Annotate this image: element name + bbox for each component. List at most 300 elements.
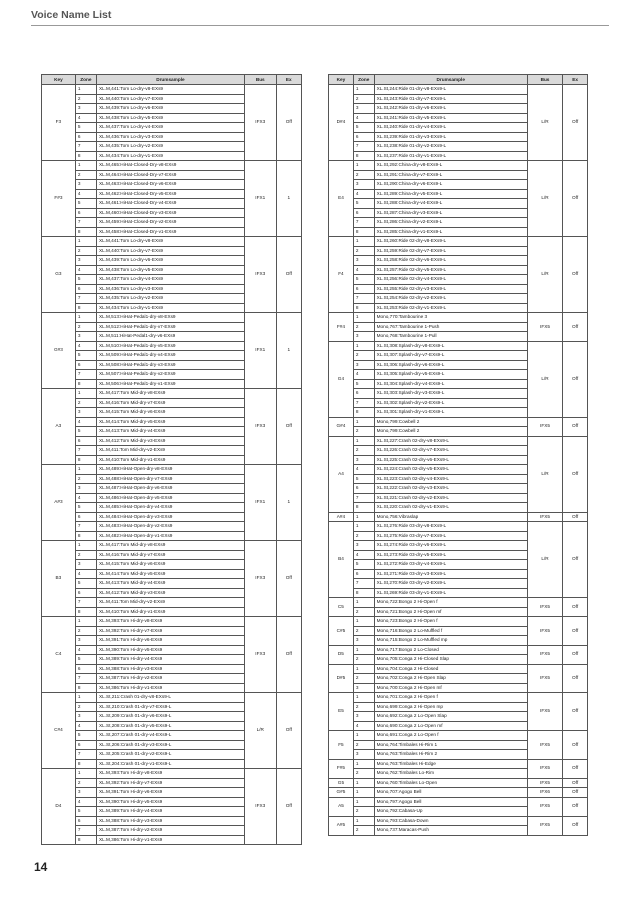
drumsample-cell: XL.M,417:Tom Mid-dry-v8-EXs9 [96, 541, 244, 551]
drumsample-cell: XL.M,509:HiHat-Pedal1-dry-v4-EXs9 [96, 351, 244, 361]
zone-cell: 8 [75, 379, 96, 389]
key-cell: A#3 [42, 465, 76, 541]
zone-cell: 6 [75, 284, 96, 294]
zone-cell: 7 [75, 370, 96, 380]
drumsample-cell: XL.St,288:China-dry-v4-EXs9-L [374, 199, 527, 209]
zone-cell: 6 [75, 664, 96, 674]
drumsample-cell: XL.M,388:Tom Hi-dry-v3-EXs9 [96, 664, 244, 674]
drumsample-cell: XL.M,465:HiHat-Closed-Dry-v8-EXs9 [96, 161, 244, 171]
drumsample-cell: XL.M,436:Tom Lo-dry-v3-EXs9 [96, 132, 244, 142]
col-key-header: Key [42, 75, 76, 85]
zone-cell: 8 [353, 588, 374, 598]
drumsample-cell: XL.St,301:Splash-dry-v1-EXs9-L [374, 408, 527, 418]
key-cell: F#4 [329, 313, 354, 342]
zone-cell: 1 [75, 769, 96, 779]
table-row [329, 512, 588, 522]
drumsample-cell: XL.St,205:Crash 01-dry-v2-EXs9-L [96, 750, 244, 760]
drumsample-cell: XL.St,304:Splash-dry-v4-EXs9-L [374, 379, 527, 389]
col-ex-header: Ex [276, 75, 301, 85]
zone-cell: 7 [75, 750, 96, 760]
zone-cell: 2 [75, 94, 96, 104]
drumsample-cell: XL.St,286:China-dry-v2-EXs9-L [374, 218, 527, 228]
zone-cell: 2 [353, 170, 374, 180]
table-row [329, 598, 588, 608]
zone-cell: 8 [353, 503, 374, 513]
bus-cell: IFX5 [527, 598, 562, 617]
drumsample-cell: XL.M,389:Tom Hi-dry-v4-EXs9 [96, 655, 244, 665]
zone-cell: 4 [353, 465, 374, 475]
drumsample-cell: XL.M,440:Tom Lo-dry-v7-EXs9 [96, 246, 244, 256]
zone-cell: 8 [75, 455, 96, 465]
drumsample-cell: Mono,762:Timbales Lo-Rim [374, 769, 527, 779]
table-row [329, 522, 588, 532]
zone-cell: 2 [353, 246, 374, 256]
table-row [42, 769, 302, 779]
drumsample-cell: XL.M,488:HiHat-Open-dry-v7-EXs9 [96, 474, 244, 484]
key-cell: E4 [329, 161, 354, 237]
col-bus-header: Bus [527, 75, 562, 85]
zone-cell: 3 [353, 180, 374, 190]
zone-cell: 1 [353, 759, 374, 769]
zone-cell: 7 [75, 826, 96, 836]
zone-cell: 3 [353, 332, 374, 342]
zone-cell: 4 [75, 569, 96, 579]
zone-cell: 7 [75, 598, 96, 608]
zone-cell: 5 [353, 199, 374, 209]
zone-cell: 5 [75, 351, 96, 361]
zone-cell: 6 [353, 569, 374, 579]
drumsample-cell: XL.St,209:Crash 01-dry-v6-EXs9-L [96, 712, 244, 722]
drumsample-cell: XL.M,435:Tom Lo-dry-v2-EXs9 [96, 142, 244, 152]
drumsample-cell: Mono,691:Conga 2 Lo-Open f [374, 731, 527, 741]
zone-cell: 6 [75, 816, 96, 826]
drumsample-cell: XL.M,434:Tom Lo-dry-v1-EXs9 [96, 303, 244, 313]
bus-cell: IFX3 [244, 237, 276, 313]
drumsample-cell: XL.M,416:Tom Mid-dry-v7-EXs9 [96, 398, 244, 408]
table-row [42, 389, 302, 399]
page-number: 14 [34, 860, 48, 874]
zone-cell: 4 [75, 721, 96, 731]
zone-cell: 6 [353, 208, 374, 218]
key-cell: C#5 [329, 617, 354, 646]
ex-cell: 1 [276, 465, 301, 541]
drumsample-cell: XL.M,437:Tom Lo-dry-v4-EXs9 [96, 123, 244, 133]
zone-cell: 5 [353, 560, 374, 570]
zone-cell: 8 [75, 759, 96, 769]
ex-cell: Off [276, 541, 301, 617]
zone-cell: 3 [75, 104, 96, 114]
drumsample-cell: XL.M,393:Tom Hi-dry-v8-EXs9 [96, 617, 244, 627]
drumsample-cell: XL.M,439:Tom Lo-dry-v6-EXs9 [96, 256, 244, 266]
zone-cell: 7 [75, 142, 96, 152]
key-cell: G4 [329, 341, 354, 417]
zone-cell: 6 [75, 512, 96, 522]
drumsample-cell: XL.St,238:Ride 01-dry-v2-EXs9-L [374, 142, 527, 152]
drumsample-cell: XL.St,285:China-dry-v1-EXs9-L [374, 227, 527, 237]
ex-cell: Off [563, 341, 588, 417]
bus-cell: L/R [527, 85, 562, 161]
zone-cell: 8 [353, 227, 374, 237]
ex-cell: 1 [276, 161, 301, 237]
key-cell: C4 [42, 617, 76, 693]
ex-cell: Off [276, 389, 301, 465]
zone-cell: 7 [353, 579, 374, 589]
drumsample-cell: XL.M,459:HiHat-Closed-Dry-v2-EXs9 [96, 218, 244, 228]
drumsample-cell: Mono,793:Cabasa-Down [374, 816, 527, 826]
drumsample-cell: XL.M,412:Tom Mid-dry-v3-EXs9 [96, 436, 244, 446]
table-row [329, 645, 588, 655]
drumsample-cell: XL.M,413:Tom Mid-dry-v4-EXs9 [96, 427, 244, 437]
bus-cell: L/R [527, 237, 562, 313]
zone-cell: 2 [353, 740, 374, 750]
zone-cell: 4 [353, 721, 374, 731]
drumsample-cell: XL.M,387:Tom Hi-dry-v2-EXs9 [96, 826, 244, 836]
zone-cell: 1 [353, 664, 374, 674]
drumsample-cell: XL.St,275:Ride 03-dry-v7-EXs9-L [374, 531, 527, 541]
key-cell: B4 [329, 522, 354, 598]
ex-cell: Off [276, 85, 301, 161]
zone-cell: 5 [75, 579, 96, 589]
table-row [42, 237, 302, 247]
table-row [329, 161, 588, 171]
drumsample-cell: XL.M,416:Tom Mid-dry-v7-EXs9 [96, 550, 244, 560]
ex-cell: Off [563, 436, 588, 512]
drumsample-cell: XL.M,389:Tom Hi-dry-v4-EXs9 [96, 807, 244, 817]
drumsample-cell: XL.M,417:Tom Mid-dry-v8-EXs9 [96, 389, 244, 399]
col-key-header: Key [329, 75, 354, 85]
drumsample-cell: XL.M,386:Tom Hi-dry-v1-EXs9 [96, 835, 244, 845]
ex-cell: Off [276, 237, 301, 313]
zone-cell: 3 [353, 455, 374, 465]
drumsample-cell: XL.St,289:China-dry-v5-EXs9-L [374, 189, 527, 199]
zone-cell: 5 [353, 123, 374, 133]
zone-cell: 1 [353, 512, 374, 522]
ex-cell: Off [276, 693, 301, 769]
drumsample-cell: XL.St,256:Ride 02-dry-v4-EXs9-L [374, 275, 527, 285]
zone-cell: 7 [75, 522, 96, 532]
voice-table-right-body [329, 85, 588, 836]
zone-cell: 5 [353, 275, 374, 285]
drumsample-cell: XL.St,226:Crash 02-dry-v7-EXs9-L [374, 446, 527, 456]
zone-cell: 7 [353, 493, 374, 503]
drumsample-cell: XL.M,513:HiHat-Pedal1-dry-v8-EXs9 [96, 313, 244, 323]
zone-cell: 1 [353, 417, 374, 427]
page-header [31, 6, 609, 28]
drumsample-cell: Mono,770:Tambourine 3 [374, 313, 527, 323]
zone-cell: 5 [353, 474, 374, 484]
voice-table-right [328, 74, 588, 836]
zone-cell: 4 [353, 113, 374, 123]
zone-cell: 1 [353, 778, 374, 788]
drumsample-cell: XL.M,482:HiHat-Open-dry-v1-EXs9 [96, 531, 244, 541]
table-row [329, 693, 588, 703]
drumsample-cell: XL.St,274:Ride 03-dry-v6-EXs9-L [374, 541, 527, 551]
zone-cell: 2 [353, 94, 374, 104]
key-cell: G#3 [42, 313, 76, 389]
zone-cell: 8 [75, 835, 96, 845]
drumsample-cell: Mono,701:Conga 2 Hi-Open f [374, 693, 527, 703]
zone-cell: 8 [353, 408, 374, 418]
zone-cell: 2 [353, 769, 374, 779]
drumsample-cell: XL.M,441:Tom Lo-dry-v8-EXs9 [96, 237, 244, 247]
drumsample-cell: XL.St,287:China-dry-v3-EXs9-L [374, 208, 527, 218]
drumsample-cell: Mono,723:Bongo 2 Hi-Open f [374, 617, 527, 627]
table-row [329, 731, 588, 741]
ex-cell: Off [563, 237, 588, 313]
drumsample-cell: XL.St,259:Ride 02-dry-v7-EXs9-L [374, 246, 527, 256]
zone-cell: 2 [353, 807, 374, 817]
drumsample-cell: XL.St,272:Ride 03-dry-v4-EXs9-L [374, 560, 527, 570]
zone-cell: 6 [75, 132, 96, 142]
drumsample-cell: XL.St,220:Crash 02-dry-v1-EXs9-L [374, 503, 527, 513]
zone-cell: 2 [75, 246, 96, 256]
drumsample-cell: XL.M,437:Tom Lo-dry-v4-EXs9 [96, 275, 244, 285]
zone-cell: 3 [353, 683, 374, 693]
key-cell: A5 [329, 797, 354, 816]
drumsample-cell: XL.M,410:Tom Mid-dry-v1-EXs9 [96, 607, 244, 617]
col-zone-header: Zone [75, 75, 96, 85]
bus-cell: IFX1 [244, 313, 276, 389]
zone-cell: 3 [75, 180, 96, 190]
drumsample-cell: XL.M,392:Tom Hi-dry-v7-EXs9 [96, 778, 244, 788]
zone-cell: 3 [353, 541, 374, 551]
drumsample-cell: Mono,767:Tambourine 1-Push [374, 322, 527, 332]
drumsample-cell: XL.M,508:HiHat-Pedal1-dry-v3-EXs9 [96, 360, 244, 370]
bus-cell: IFX1 [244, 465, 276, 541]
drumsample-cell: XL.St,207:Crash 01-dry-v4-EXs9-L [96, 731, 244, 741]
drumsample-cell: XL.M,412:Tom Mid-dry-v3-EXs9 [96, 588, 244, 598]
drumsample-cell: XL.St,254:Ride 02-dry-v2-EXs9-L [374, 294, 527, 304]
zone-cell: 2 [353, 702, 374, 712]
zone-cell: 1 [353, 341, 374, 351]
zone-cell: 2 [353, 531, 374, 541]
bus-cell: L/R [527, 436, 562, 512]
drumsample-cell: Mono,700:Conga 2 Hi-Open mf [374, 683, 527, 693]
zone-cell: 1 [353, 598, 374, 608]
zone-cell: 4 [75, 493, 96, 503]
key-cell: A3 [42, 389, 76, 465]
drumsample-cell: XL.St,269:Ride 03-dry-v1-EXs9-L [374, 588, 527, 598]
drumsample-cell: XL.St,227:Crash 02-dry-v8-EXs9-L [374, 436, 527, 446]
drumsample-cell: XL.M,441:Tom Lo-dry-v8-EXs9 [96, 85, 244, 95]
bus-cell: IFX5 [527, 313, 562, 342]
zone-cell: 8 [75, 683, 96, 693]
zone-cell: 2 [353, 322, 374, 332]
drumsample-cell: XL.M,391:Tom Hi-dry-v6-EXs9 [96, 788, 244, 798]
zone-cell: 4 [75, 417, 96, 427]
drumsample-cell: XL.St,221:Crash 02-dry-v2-EXs9-L [374, 493, 527, 503]
drumsample-cell: XL.St,243:Ride 01-dry-v7-EXs9-L [374, 94, 527, 104]
table-row [329, 816, 588, 826]
key-cell: D#5 [329, 664, 354, 693]
zone-cell: 5 [75, 427, 96, 437]
drumsample-cell: XL.St,273:Ride 03-dry-v5-EXs9-L [374, 550, 527, 560]
drumsample-cell: XL.M,390:Tom Hi-dry-v5-EXs9 [96, 645, 244, 655]
drumsample-cell: XL.M,390:Tom Hi-dry-v5-EXs9 [96, 797, 244, 807]
zone-cell: 1 [353, 237, 374, 247]
ex-cell: Off [563, 417, 588, 436]
key-cell: A#4 [329, 512, 354, 522]
drumsample-cell: XL.M,440:Tom Lo-dry-v7-EXs9 [96, 94, 244, 104]
zone-cell: 2 [75, 778, 96, 788]
bus-cell: IFX3 [244, 617, 276, 693]
drumsample-cell: XL.St,290:China-dry-v6-EXs9-L [374, 180, 527, 190]
zone-cell: 2 [353, 427, 374, 437]
drumsample-cell: XL.St,237:Ride 01-dry-v1-EXs9-L [374, 151, 527, 161]
drumsample-cell: XL.St,308:Splash-dry-v8-EXs9-L [374, 341, 527, 351]
zone-cell: 2 [353, 446, 374, 456]
ex-cell: Off [563, 645, 588, 664]
drumsample-cell: XL.St,206:Crash 01-dry-v3-EXs9-L [96, 740, 244, 750]
bus-cell: IFX3 [244, 389, 276, 465]
table-row [329, 797, 588, 807]
zone-cell: 2 [75, 702, 96, 712]
table-row [329, 313, 588, 323]
zone-cell: 3 [75, 636, 96, 646]
zone-cell: 2 [353, 826, 374, 836]
drumsample-cell: XL.St,225:Crash 02-dry-v6-EXs9-L [374, 455, 527, 465]
table-row [329, 664, 588, 674]
ex-cell: Off [563, 512, 588, 522]
zone-cell: 7 [75, 446, 96, 456]
zone-cell: 6 [75, 436, 96, 446]
drumsample-cell: XL.St,258:Ride 02-dry-v6-EXs9-L [374, 256, 527, 266]
drumsample-cell: XL.M,438:Tom Lo-dry-v5-EXs9 [96, 113, 244, 123]
drumsample-cell: XL.M,411:Tom Mid-dry-v2-EXs9 [96, 598, 244, 608]
drumsample-cell: XL.M,411:Tom Mid-dry-v2-EXs9 [96, 446, 244, 456]
drumsample-cell: XL.St,208:Crash 01-dry-v5-EXs9-L [96, 721, 244, 731]
zone-cell: 5 [75, 123, 96, 133]
zone-cell: 5 [353, 379, 374, 389]
ex-cell: Off [563, 85, 588, 161]
drumsample-cell: XL.St,270:Ride 03-dry-v2-EXs9-L [374, 579, 527, 589]
zone-cell: 3 [75, 788, 96, 798]
drumsample-cell: Mono,692:Conga 2 Lo-Open Slap [374, 712, 527, 722]
zone-cell: 5 [75, 655, 96, 665]
ex-cell: Off [563, 759, 588, 778]
drumsample-cell: XL.St,244:Ride 01-dry-v8-EXs9-L [374, 85, 527, 95]
ex-cell: Off [276, 769, 301, 845]
drumsample-cell: XL.St,224:Crash 02-dry-v5-EXs9-L [374, 465, 527, 475]
zone-cell: 3 [75, 712, 96, 722]
bus-cell: IFX5 [527, 417, 562, 436]
drumsample-cell: Mono,768:Tambourine 1-Pull [374, 332, 527, 342]
drumsample-cell: XL.St,307:Splash-dry-v7-EXs9-L [374, 351, 527, 361]
table-row [42, 541, 302, 551]
table-row [329, 237, 588, 247]
zone-cell: 7 [353, 218, 374, 228]
zone-cell: 4 [353, 550, 374, 560]
zone-cell: 1 [353, 313, 374, 323]
zone-cell: 1 [353, 645, 374, 655]
zone-cell: 7 [353, 398, 374, 408]
key-cell: G3 [42, 237, 76, 313]
key-cell: E5 [329, 693, 354, 731]
drumsample-cell: Mono,705:Conga 2 Hi-Closed Slap [374, 655, 527, 665]
bus-cell: IFX3 [244, 85, 276, 161]
zone-cell: 4 [75, 189, 96, 199]
drumsample-cell: XL.M,512:HiHat-Pedal1-dry-v7-EXs9 [96, 322, 244, 332]
drumsample-cell: XL.M,464:HiHat-Closed-Dry-v7-EXs9 [96, 170, 244, 180]
key-cell: B3 [42, 541, 76, 617]
zone-cell: 4 [75, 797, 96, 807]
zone-cell: 5 [75, 807, 96, 817]
drumsample-cell: XL.M,458:HiHat-Closed-Dry-v1-EXs9 [96, 227, 244, 237]
drumsample-cell: XL.M,463:HiHat-Closed-Dry-v6-EXs9 [96, 180, 244, 190]
bus-cell: IFX3 [244, 769, 276, 845]
drumsample-cell: XL.M,461:HiHat-Closed-Dry-v4-EXs9 [96, 199, 244, 209]
zone-cell: 2 [353, 607, 374, 617]
zone-cell: 1 [353, 693, 374, 703]
zone-cell: 2 [353, 626, 374, 636]
drumsample-cell: Mono,715:Bongo 2 Lo-Muffled mp [374, 636, 527, 646]
ex-cell: Off [563, 816, 588, 835]
drumsample-cell: XL.St,257:Ride 02-dry-v5-EXs9-L [374, 265, 527, 275]
col-ex-header: Ex [563, 75, 588, 85]
zone-cell: 3 [75, 560, 96, 570]
key-cell: F#3 [42, 161, 76, 237]
drumsample-cell: Mono,799:Cowbell 2 [374, 427, 527, 437]
col-bus-header: Bus [244, 75, 276, 85]
drumsample-cell: XL.St,302:Splash-dry-v2-EXs9-L [374, 398, 527, 408]
zone-cell: 7 [353, 294, 374, 304]
ex-cell: Off [563, 778, 588, 788]
ex-cell: 1 [276, 313, 301, 389]
key-cell: F3 [42, 85, 76, 161]
drumsample-cell: XL.St,305:Splash-dry-v5-EXs9-L [374, 370, 527, 380]
bus-cell: IFX5 [527, 617, 562, 646]
key-cell: D4 [42, 769, 76, 845]
zone-cell: 4 [353, 189, 374, 199]
drumsample-cell: Mono,760:Timbales Lo-Open [374, 778, 527, 788]
drumsample-cell: Mono,799:Cowbell 2 [374, 417, 527, 427]
ex-cell: Off [563, 522, 588, 598]
drumsample-cell: XL.M,386:Tom Hi-dry-v1-EXs9 [96, 683, 244, 693]
zone-cell: 1 [353, 788, 374, 798]
zone-cell: 4 [75, 265, 96, 275]
col-drumsample-header: Drumsample [374, 75, 527, 85]
zone-cell: 3 [75, 408, 96, 418]
drumsample-cell: XL.M,434:Tom Lo-dry-v1-EXs9 [96, 151, 244, 161]
table-row [42, 465, 302, 475]
col-zone-header: Zone [353, 75, 374, 85]
table-row [42, 85, 302, 95]
zone-cell: 3 [353, 636, 374, 646]
zone-cell: 7 [75, 294, 96, 304]
zone-cell: 8 [353, 151, 374, 161]
zone-cell: 1 [75, 161, 96, 171]
zone-cell: 2 [353, 351, 374, 361]
drumsample-cell: XL.M,415:Tom Mid-dry-v6-EXs9 [96, 408, 244, 418]
bus-cell: IFX5 [527, 512, 562, 522]
drumsample-cell: XL.M,486:HiHat-Open-dry-v5-EXs9 [96, 493, 244, 503]
drumsample-cell: XL.M,391:Tom Hi-dry-v6-EXs9 [96, 636, 244, 646]
bus-cell: IFX5 [527, 816, 562, 835]
drumsample-cell: XL.M,414:Tom Mid-dry-v5-EXs9 [96, 569, 244, 579]
zone-cell: 7 [75, 218, 96, 228]
drumsample-cell: XL.M,410:Tom Mid-dry-v1-EXs9 [96, 455, 244, 465]
zone-cell: 5 [75, 503, 96, 513]
table-row [42, 693, 302, 703]
key-cell: D5 [329, 645, 354, 664]
ex-cell: Off [563, 161, 588, 237]
key-cell: G#5 [329, 788, 354, 798]
drumsample-cell: XL.M,436:Tom Lo-dry-v3-EXs9 [96, 284, 244, 294]
key-cell: A#5 [329, 816, 354, 835]
ex-cell: Off [563, 664, 588, 693]
drumsample-cell: Mono,797:Agogo Bell [374, 797, 527, 807]
zone-cell: 2 [75, 626, 96, 636]
